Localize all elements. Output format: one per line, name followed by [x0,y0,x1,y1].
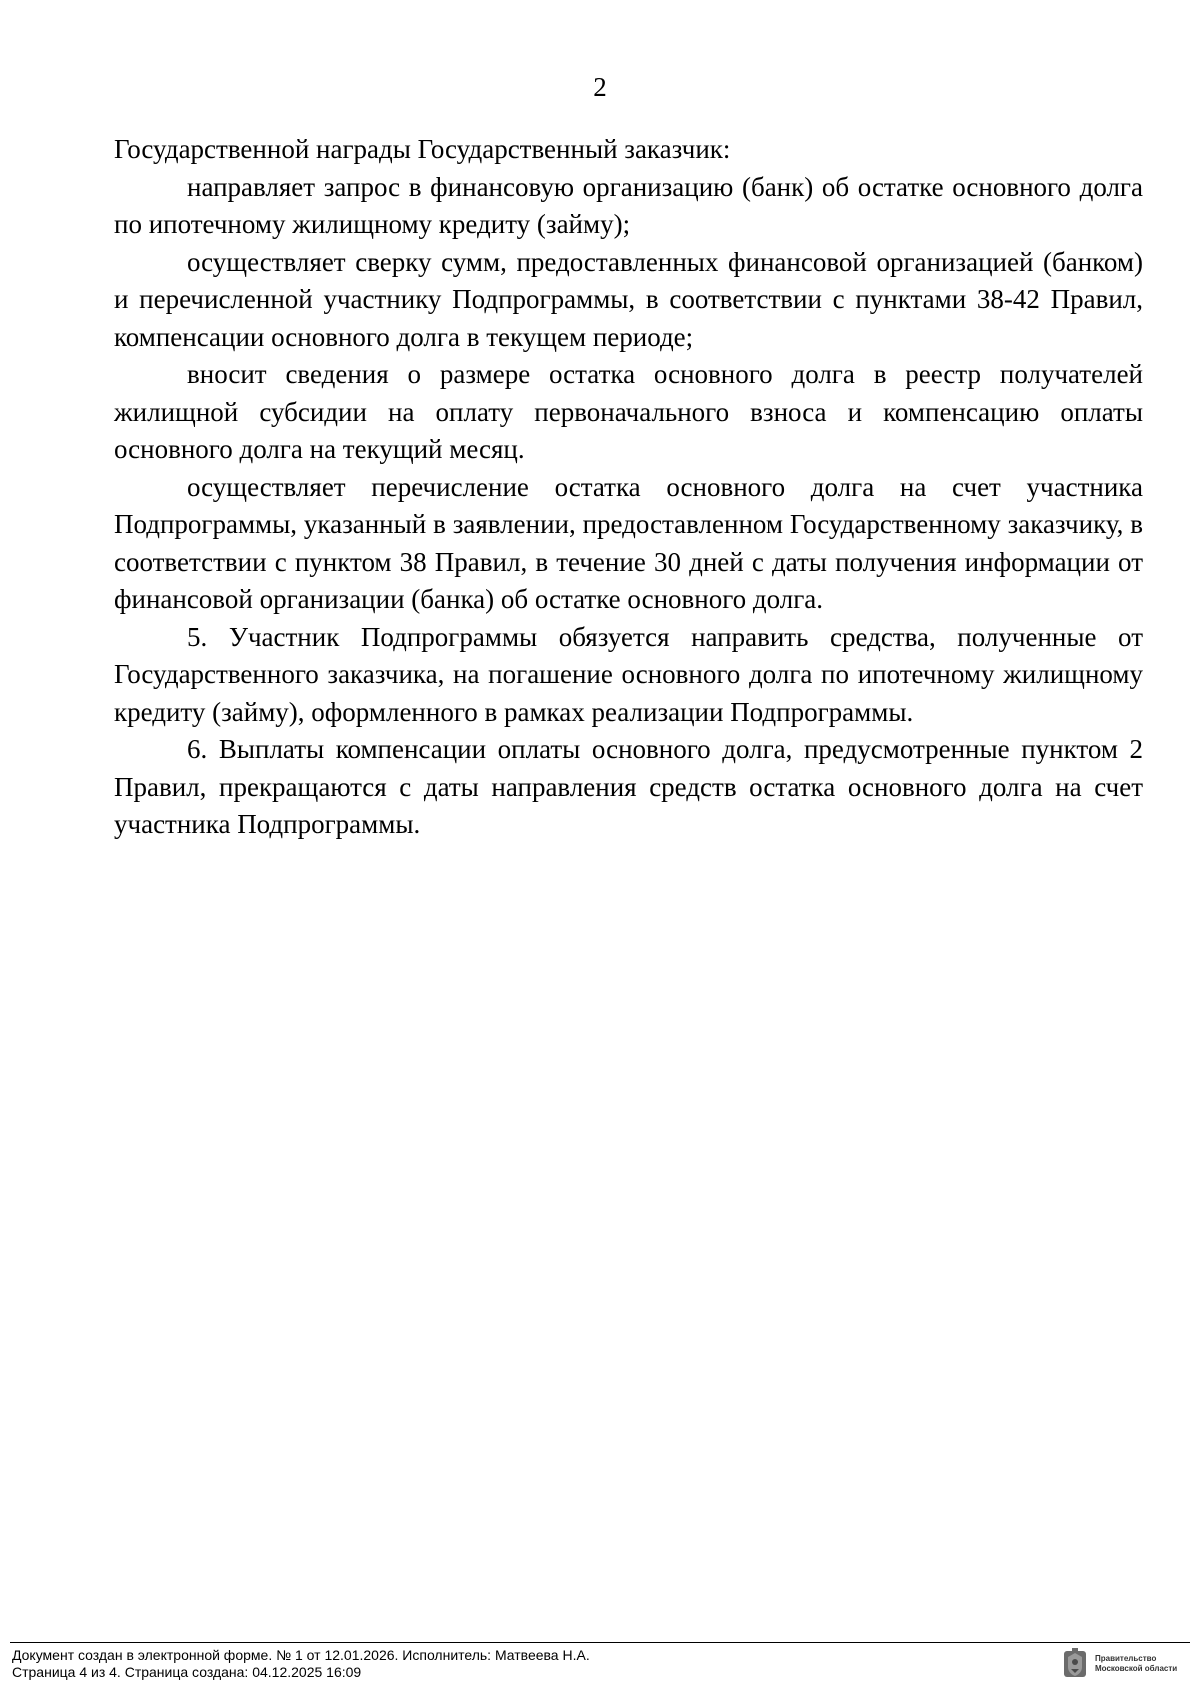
footer-document-line: Документ создан в электронной форме. № 1 от 12.01.2026. Исполнитель: Матвеева Н.А. [12,1647,590,1663]
footer-info [12,1647,590,1681]
paragraph-intro: Государственной награды Государственный заказчик: [114,134,731,164]
paragraph-transfer: осуществляет перечисление остатка основного долга на счет участника Подпрограммы, указанный в заявлении, предоставленном Государственному заказчику, в соответствии с пунктом 38 Правил, в течение 30 дней с даты получения информации от финансовой организации (банка) об остатке основного долга. [114,471,1143,614]
logo-text-line1: Правительство [1095,1654,1157,1663]
document-body [114,131,1143,844]
paragraph-item-5: 5. Участник Подпрограммы обязуется направить средства, полученные от Государственного заказчика, на погашение основного долга по ипотечному жилищному кредиту (займу), оформленного в рамках реализации Подпрограммы. [114,621,1143,727]
footer-logo [1062,1647,1177,1681]
footer-page-line: Страница 4 из 4. Страница создана: 04.12.2025 16:09 [12,1664,362,1680]
logo-text-line2: Московской области [1095,1664,1178,1673]
paragraph-request: направляет запрос в финансовую организацию (банк) об остатке основного долга по ипотечному жилищному кредиту (займу); [114,171,1143,239]
paragraph-reconciliation: осуществляет сверку сумм, предоставленных финансовой организацией (банком) и перечисленной участнику Подпрограммы, в соответствии с пунктами 38-42 Правил, компенсации основного долга в текущем периоде; [114,246,1143,352]
moscow-region-emblem-icon [1062,1647,1088,1681]
footer-divider [10,1642,1190,1643]
paragraph-registry: вносит сведения о размере остатка основного долга в реестр получателей жилищной субсидии на оплату первоначального взноса и компенсацию оплаты основного долга на текущий месяц. [114,359,1143,464]
paragraph-item-6: 6. Выплаты компенсации оплаты основного долга, предусмотренные пунктом 2 Правил, прекращаются с даты направления средств остатка основного долга на счет участника Подпрограммы. [114,734,1143,839]
page-number: 2 [593,72,607,102]
